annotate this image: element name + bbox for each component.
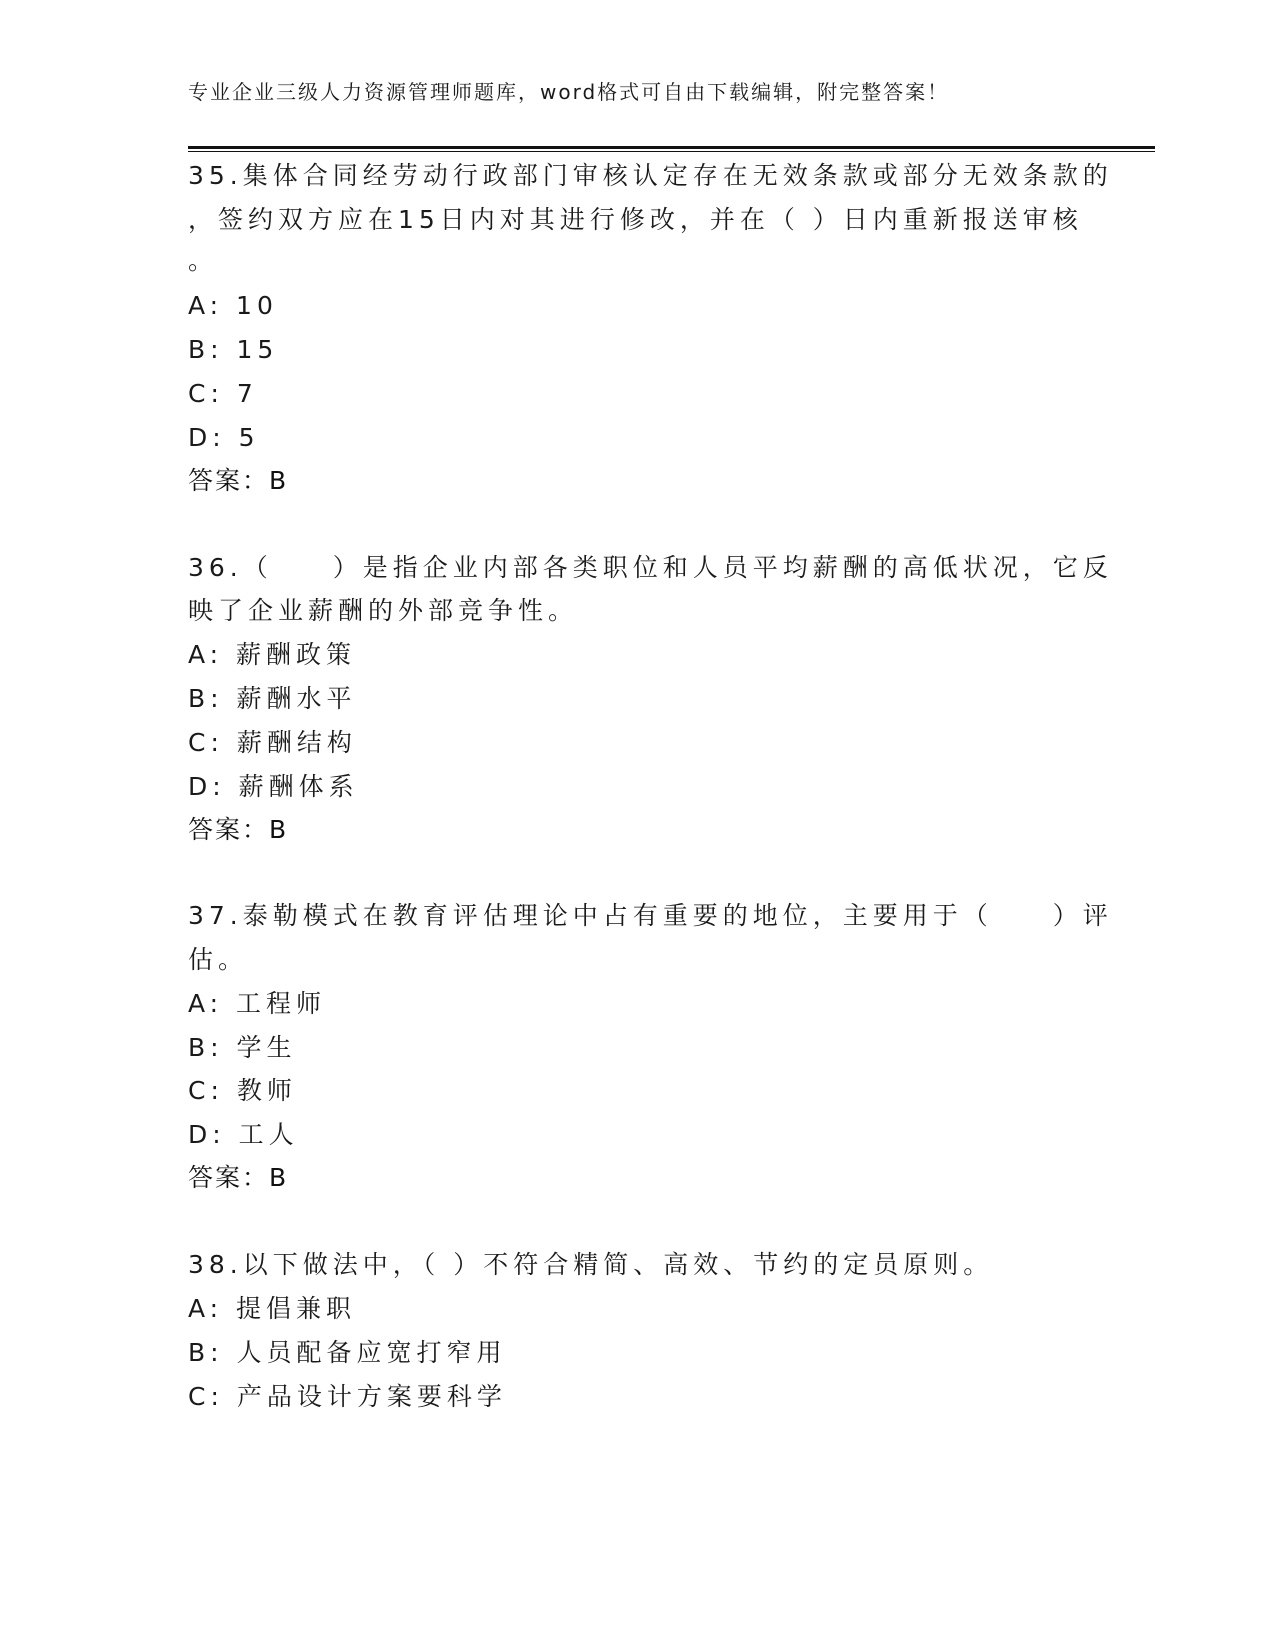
option-d: D: 工人 bbox=[188, 1120, 299, 1149]
option-a: A: 提倡兼职 bbox=[188, 1294, 357, 1323]
option-b: B: 人员配备应宽打窄用 bbox=[188, 1338, 507, 1367]
answer: 答案：B bbox=[188, 1163, 289, 1192]
option-c: C: 薪酬结构 bbox=[188, 728, 357, 757]
question-text-line: 37.泰勒模式在教育评估理论中占有重要的地位，主要用于（ ）评 bbox=[188, 901, 1113, 930]
question-text-line: 38.以下做法中，（ ）不符合精简、高效、节约的定员原则。 bbox=[188, 1250, 994, 1279]
option-b: B: 15 bbox=[188, 335, 279, 364]
option-a: A: 工程师 bbox=[188, 989, 327, 1018]
option-a: A: 薪酬政策 bbox=[188, 640, 357, 669]
option-c: C: 教师 bbox=[188, 1076, 297, 1105]
question-text-line: 。 bbox=[188, 246, 219, 275]
option-c: C: 7 bbox=[188, 379, 258, 408]
header-rule-thick bbox=[188, 146, 1155, 149]
page-header: 专业企业三级人力资源管理师题库，word格式可自由下载编辑，附完整答案！ bbox=[188, 80, 950, 104]
option-a: A: 10 bbox=[188, 291, 278, 320]
question-text-line: 估。 bbox=[188, 945, 249, 974]
question-text-line: 映了企业薪酬的外部竞争性。 bbox=[188, 596, 579, 625]
question-text-line: ，签约双方应在15日内对其进行修改，并在（ ）日内重新报送审核 bbox=[188, 205, 1083, 234]
answer: 答案：B bbox=[188, 815, 289, 844]
option-d: D: 5 bbox=[188, 423, 260, 452]
option-c: C: 产品设计方案要科学 bbox=[188, 1382, 507, 1411]
header-rule-thin bbox=[188, 151, 1155, 152]
question-text-line: 36.（ ）是指企业内部各类职位和人员平均薪酬的高低状况，它反 bbox=[188, 553, 1113, 582]
question-text-line: 35.集体合同经劳动行政部门审核认定存在无效条款或部分无效条款的 bbox=[188, 161, 1113, 190]
option-b: B: 学生 bbox=[188, 1033, 297, 1062]
option-b: B: 薪酬水平 bbox=[188, 684, 357, 713]
option-d: D: 薪酬体系 bbox=[188, 772, 359, 801]
answer: 答案：B bbox=[188, 466, 289, 495]
